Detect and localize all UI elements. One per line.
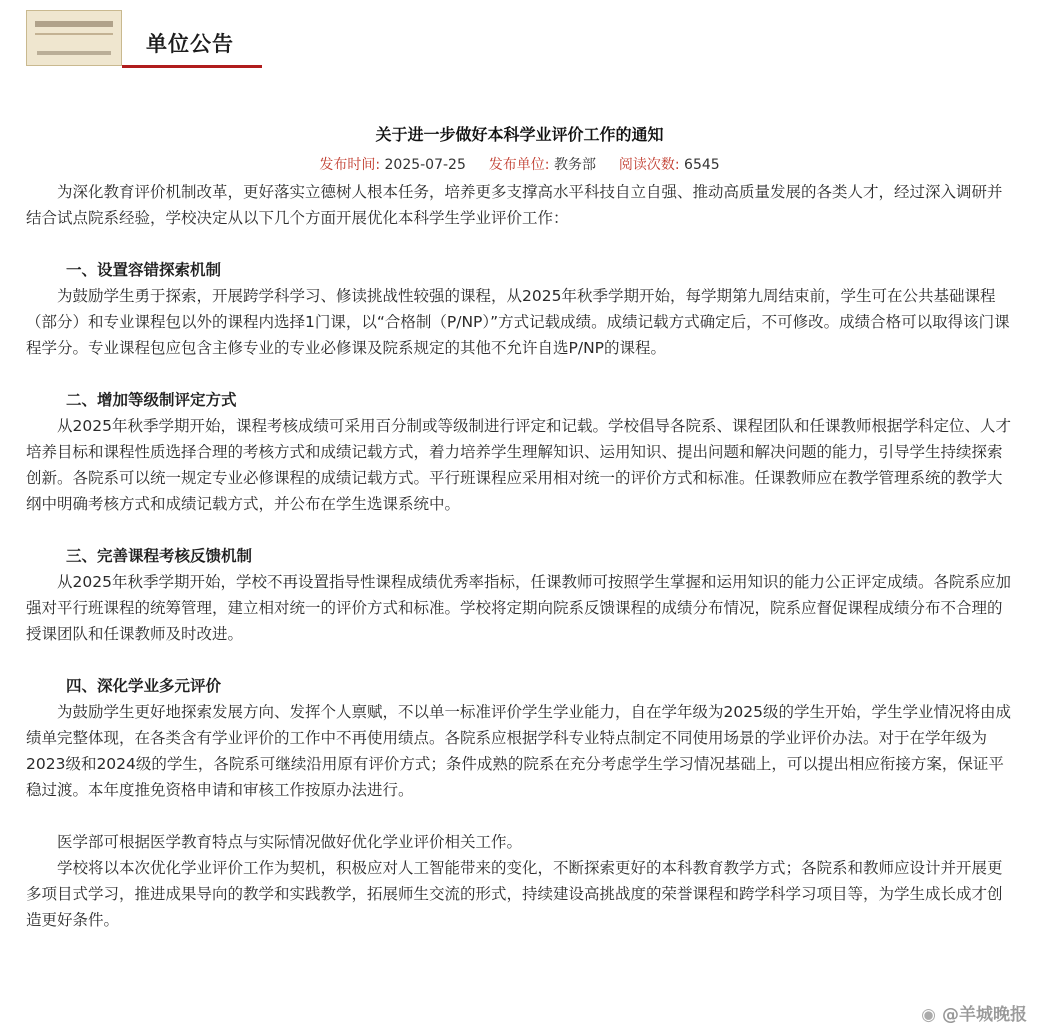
page-header (0, 0, 1039, 80)
section-heading: 一、设置容错探索机制 (66, 261, 222, 279)
section-paragraph: 为鼓励学生更好地探索发展方向、发挥个人禀赋，不以单一标准评价学生学业能力，自在学年级为2025级的学生开始，学生学业情况将由成绩单完整体现，在各类含有学业评价的工作中不再使用绩点。各院系应根据学科专业特点制定不同使用场景的学业评价办法。对于在学年级为2023级和2024级的学生，各院系可继续沿用原有评价方式；条件成熟的院系在充分考虑学生学习情况基础上，可以提出相应衔接方案，保证平稳过渡。本年度推免资格申请和审核工作按原办法进行。 (26, 703, 1011, 799)
publisher: 教务部 (553, 157, 596, 173)
header-tab (122, 16, 262, 68)
watermark-text: @羊城晚报 (942, 1005, 1027, 1025)
notice-title: 关于进一步做好本科学业评价工作的通知 (375, 125, 664, 144)
reads-count: 6545 (684, 157, 720, 173)
institution-seal-icon (26, 10, 122, 66)
publisher-label: 发布单位: (488, 157, 550, 173)
reads-label: 阅读次数: (618, 157, 680, 173)
weibo-icon: ◉ (921, 1005, 936, 1025)
closing-paragraph: 医学部可根据医学教育特点与实际情况做好优化学业评价相关工作。 (57, 833, 523, 851)
section-heading: 二、增加等级制评定方式 (66, 391, 237, 409)
section-paragraph: 从2025年秋季学期开始，课程考核成绩可采用百分制或等级制进行评定和记载。学校倡导各院系、课程团队和任课教师根据学科定位、人才培养目标和课程性质选择合理的考核方式和成绩记载方式，着力培养学生理解知识、运用知识、提出问题和解决问题的能力，引导学生持续探索创新。各院系可以统一规定专业必修课程的成绩记载方式。平行班课程应采用相对统一的评价方式和标准。任课教师应在教学管理系统的教学大纲中明确考核方式和成绩记载方式，并公布在学生选课系统中。 (26, 417, 1011, 513)
section-paragraph: 为鼓励学生勇于探索，开展跨学科学习、修读挑战性较强的课程，从2025年秋季学期开始，每学期第九周结束前，学生可在公共基础课程（部分）和专业课程包以外的课程内选择1门课，以“合格制（P/NP）”方式记载成绩。成绩记载方式确定后，不可修改。成绩合格可以取得该门课程学分。专业课程包应包含主修专业的专业必修课及院系规定的其他不允许自选P/NP的课程。 (26, 287, 1010, 357)
notice-meta (0, 154, 1039, 174)
notice-body (26, 179, 1011, 933)
section-heading: 四、深化学业多元评价 (66, 677, 222, 695)
source-watermark (921, 1000, 1027, 1025)
closing-paragraph: 学校将以本次优化学业评价工作为契机，积极应对人工智能带来的变化，不断探索更好的本科教育教学方式；各院系和教师应设计并开展更多项目式学习，推进成果导向的教学和实践教学，拓展师生交流的形式，持续建设高挑战度的荣誉课程和跨学科学习项目等，为学生成长成才创造更好条件。 (26, 859, 1003, 929)
section-heading: 三、完善课程考核反馈机制 (66, 547, 253, 565)
intro-paragraph: 为深化教育评价机制改革，更好落实立德树人根本任务，培养更多支撑高水平科技自立自强、推动高质量发展的各类人才，经过深入调研并结合试点院系经验，学校决定从以下几个方面开展优化本科学生学业评价工作： (26, 183, 1003, 227)
publish-time-label: 发布时间: (319, 157, 381, 173)
header-title: 单位公告 (146, 32, 234, 56)
section-paragraph: 从2025年秋季学期开始，学校不再设置指导性课程成绩优秀率指标，任课教师可按照学生掌握和运用知识的能力公正评定成绩。各院系应加强对平行班课程的统筹管理，建立相对统一的评价方式和标准。学校将定期向院系反馈课程的成绩分布情况，院系应督促课程成绩分布不合理的授课团队和任课教师及时改进。 (26, 573, 1011, 643)
publish-time: 2025-07-25 (384, 157, 466, 173)
